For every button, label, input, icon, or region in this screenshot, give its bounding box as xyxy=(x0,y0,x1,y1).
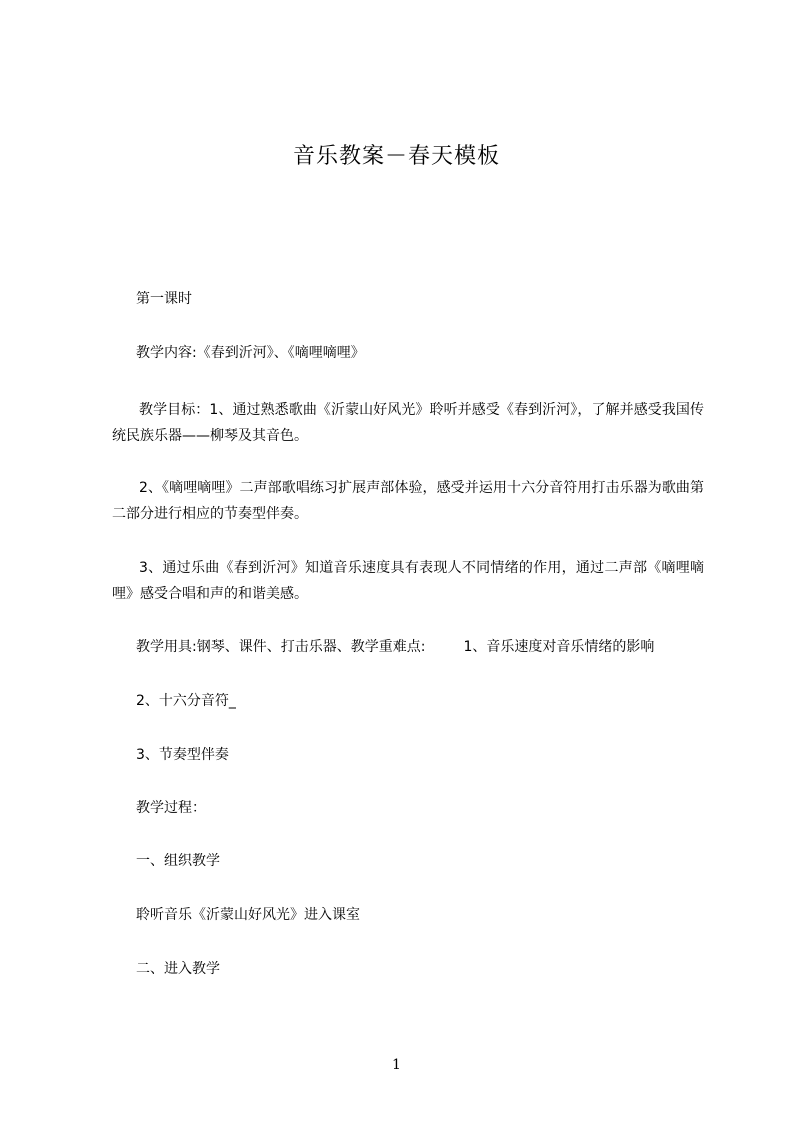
key-point-1: 1、音乐速度对音乐情绪的影响 xyxy=(463,639,655,655)
key-point-3: 3、节奏型伴奏 xyxy=(136,747,229,763)
page-number: 1 xyxy=(392,1057,401,1073)
process-heading: 教学过程： xyxy=(136,800,206,816)
step-2-heading: 二、进入教学 xyxy=(136,961,220,977)
teaching-tools-line xyxy=(136,635,654,659)
teaching-goal-2: 2、《嘀哩嘀哩》二声部歌唱练习扩展声部体验，感受并运用十六分音符用打击乐器为歌曲第二部分进行相应的节奏型伴奏。 xyxy=(112,480,704,522)
teaching-goal-3: 3、通过乐曲《春到沂河》知道音乐速度具有表现人不同情绪的作用，通过二声部《嘀哩嘀哩》感受合唱和声的和谐美感。 xyxy=(112,560,704,602)
step-1-heading: 一、组织教学 xyxy=(136,853,220,869)
teaching-tools-label: 教学用具:钢琴、课件、打击乐器、教学重难点: xyxy=(136,639,426,655)
teaching-content: 教学内容:《春到沂河》、《嘀哩嘀哩》 xyxy=(136,345,365,361)
step-1-detail: 聆听音乐《沂蒙山好风光》进入课室 xyxy=(136,907,360,923)
teaching-goal-1: 教学目标：1、通过熟悉歌曲《沂蒙山好风光》聆听并感受《春到沂河》，了解并感受我国传统民族乐器——柳琴及其音色。 xyxy=(112,402,704,444)
key-point-2: 2、十六分音符_ xyxy=(136,693,236,709)
document-title: 音乐教案－春天模板 xyxy=(292,144,500,169)
lesson-label: 第一课时 xyxy=(136,291,192,307)
